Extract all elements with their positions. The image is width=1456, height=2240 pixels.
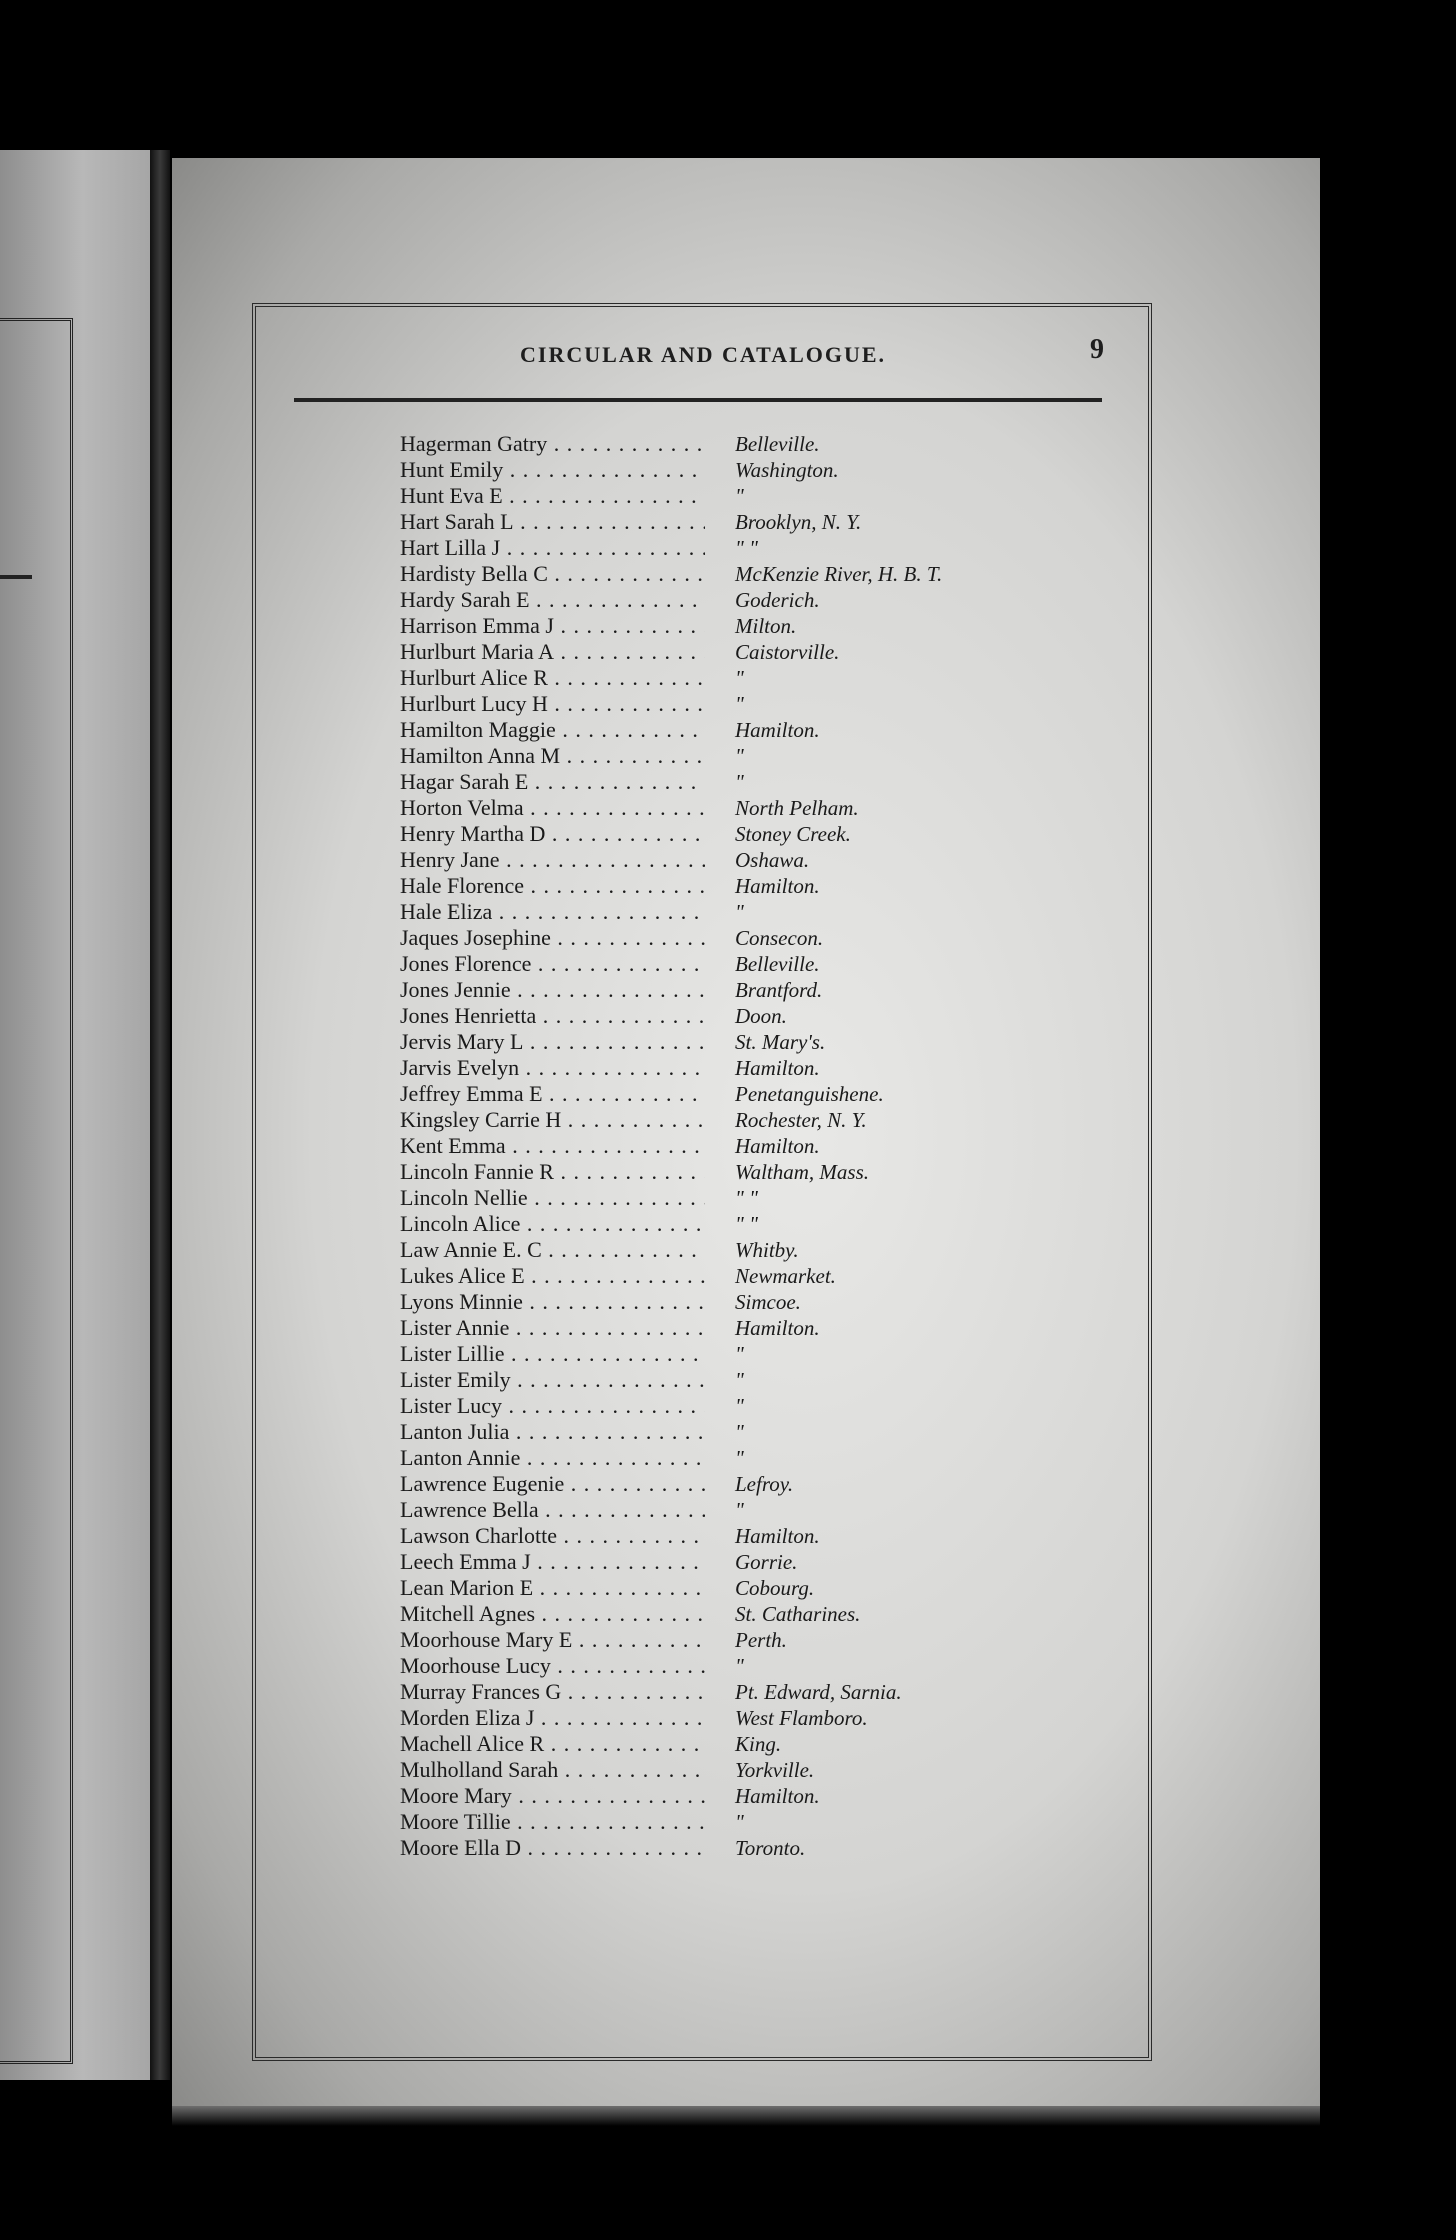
student-name: Lincoln Fannie R . . . xyxy=(400,1159,705,1185)
list-item xyxy=(400,1705,1040,1731)
page-header-title: CIRCULAR AND CATALOGUE. xyxy=(520,342,887,367)
list-item xyxy=(400,1549,1040,1575)
student-residence: Belleville. xyxy=(735,952,820,976)
list-item xyxy=(400,665,1040,691)
student-name: Hardisty Bella C . . . xyxy=(400,561,705,587)
student-name: Lister Emily . . . xyxy=(400,1367,705,1393)
student-name: Morden Eliza J . . . xyxy=(400,1705,705,1731)
student-name: Moore Ella D . . . xyxy=(400,1835,705,1861)
list-item xyxy=(400,1419,1040,1445)
student-residence: Hamilton. xyxy=(735,1056,820,1080)
student-residence: Washington. xyxy=(735,458,839,482)
student-residence: " xyxy=(735,666,744,690)
student-name: Hart Sarah L . . . xyxy=(400,509,705,535)
student-residence: " xyxy=(735,900,744,924)
list-item xyxy=(400,1367,1040,1393)
student-residence: Yorkville. xyxy=(735,1758,815,1782)
student-name: Henry Martha D . . . xyxy=(400,821,705,847)
list-item xyxy=(400,691,1040,717)
list-item xyxy=(400,769,1040,795)
student-name: Lukes Alice E . . . xyxy=(400,1263,705,1289)
list-item xyxy=(400,1029,1040,1055)
list-item xyxy=(400,925,1040,951)
student-residence: Milton. xyxy=(735,614,797,638)
list-item xyxy=(400,1289,1040,1315)
list-item xyxy=(400,821,1040,847)
student-residence: " " xyxy=(735,536,758,560)
student-name: Murray Frances G . . . xyxy=(400,1679,705,1705)
list-item xyxy=(400,1471,1040,1497)
student-residence: North Pelham. xyxy=(735,796,859,820)
student-residence: Hamilton. xyxy=(735,718,820,742)
student-name: Lister Annie . . . xyxy=(400,1315,705,1341)
student-residence: " xyxy=(735,1394,744,1418)
student-name: Jeffrey Emma E . . . xyxy=(400,1081,705,1107)
list-item xyxy=(400,1133,1040,1159)
list-item xyxy=(400,561,1040,587)
list-item xyxy=(400,1445,1040,1471)
student-name: Hale Florence . . . xyxy=(400,873,705,899)
student-name: Moore Mary . . . xyxy=(400,1783,705,1809)
list-item xyxy=(400,1081,1040,1107)
student-residence: Hamilton. xyxy=(735,1784,820,1808)
student-name: Lister Lillie . . . xyxy=(400,1341,705,1367)
list-item xyxy=(400,1575,1040,1601)
student-name: Horton Velma . . . xyxy=(400,795,705,821)
student-residence: Waltham, Mass. xyxy=(735,1160,869,1184)
student-name: Hagar Sarah E . . . xyxy=(400,769,705,795)
list-item xyxy=(400,1315,1040,1341)
list-item xyxy=(400,1757,1040,1783)
student-residence: " xyxy=(735,1446,744,1470)
list-item xyxy=(400,1497,1040,1523)
student-name: Law Annie E. C . . . xyxy=(400,1237,705,1263)
student-residence: " xyxy=(735,744,744,768)
list-item xyxy=(400,743,1040,769)
student-name: Lanton Julia . . . xyxy=(400,1419,705,1445)
student-residence: " xyxy=(735,1810,744,1834)
student-residence: " xyxy=(735,692,744,716)
list-item xyxy=(400,1809,1040,1835)
student-name: Kingsley Carrie H . . . xyxy=(400,1107,705,1133)
student-residence: Stoney Creek. xyxy=(735,822,851,846)
list-item xyxy=(400,1601,1040,1627)
student-residence: Gorrie. xyxy=(735,1550,798,1574)
list-item xyxy=(400,1003,1040,1029)
student-name: Hagerman Gatry . . . xyxy=(400,431,705,457)
previous-page-rule xyxy=(0,575,32,579)
student-residence: Consecon. xyxy=(735,926,824,950)
list-item xyxy=(400,847,1040,873)
student-residence: " xyxy=(735,1420,744,1444)
list-item xyxy=(400,1783,1040,1809)
list-item xyxy=(400,1341,1040,1367)
student-residence: Simcoe. xyxy=(735,1290,801,1314)
student-name: Lawrence Bella . . . xyxy=(400,1497,705,1523)
list-item xyxy=(400,1185,1040,1211)
student-name: Kent Emma . . . xyxy=(400,1133,705,1159)
student-name: Harrison Emma J . . . xyxy=(400,613,705,639)
student-residence: Cobourg. xyxy=(735,1576,815,1600)
list-item xyxy=(400,457,1040,483)
student-residence: St. Catharines. xyxy=(735,1602,861,1626)
student-name: Mitchell Agnes . . . xyxy=(400,1601,705,1627)
student-residence: St. Mary's. xyxy=(735,1030,826,1054)
student-residence: Lefroy. xyxy=(735,1472,794,1496)
list-item xyxy=(400,1159,1040,1185)
student-residence: Doon. xyxy=(735,1004,787,1028)
student-residence: Hamilton. xyxy=(735,1524,820,1548)
student-name: Machell Alice R . . . xyxy=(400,1731,705,1757)
list-item xyxy=(400,873,1040,899)
student-residence: Hamilton. xyxy=(735,874,820,898)
list-item xyxy=(400,1627,1040,1653)
student-name: Henry Jane . . . xyxy=(400,847,705,873)
student-name: Jaques Josephine . . . xyxy=(400,925,705,951)
student-name: Hunt Emily . . . xyxy=(400,457,705,483)
list-item xyxy=(400,717,1040,743)
student-name: Jones Jennie . . . xyxy=(400,977,705,1003)
student-residence: Hamilton. xyxy=(735,1134,820,1158)
page-gutter xyxy=(150,150,170,2080)
list-item xyxy=(400,587,1040,613)
list-item xyxy=(400,951,1040,977)
student-residence: West Flamboro. xyxy=(735,1706,868,1730)
list-item xyxy=(400,795,1040,821)
student-residence: Pt. Edward, Sarnia. xyxy=(735,1680,902,1704)
header-rule xyxy=(294,398,1102,402)
list-item xyxy=(400,1731,1040,1757)
student-name: Mulholland Sarah . . . xyxy=(400,1757,705,1783)
list-item xyxy=(400,1263,1040,1289)
student-name: Hamilton Anna M . . . xyxy=(400,743,705,769)
student-name: Lister Lucy . . . xyxy=(400,1393,705,1419)
student-name: Lanton Annie . . . xyxy=(400,1445,705,1471)
list-item xyxy=(400,613,1040,639)
list-item xyxy=(400,1055,1040,1081)
student-name: Hart Lilla J . . . xyxy=(400,535,705,561)
student-residence: Hamilton. xyxy=(735,1316,820,1340)
student-residence: " xyxy=(735,1368,744,1392)
page-bottom-shadow xyxy=(172,2106,1320,2126)
list-item xyxy=(400,1523,1040,1549)
student-residence: Belleville. xyxy=(735,432,820,456)
list-item xyxy=(400,509,1040,535)
student-name: Moorhouse Lucy . . . xyxy=(400,1653,705,1679)
student-residence: " " xyxy=(735,1212,758,1236)
list-item xyxy=(400,1211,1040,1237)
student-name: Leech Emma J . . . xyxy=(400,1549,705,1575)
list-item xyxy=(400,639,1040,665)
student-residence: Perth. xyxy=(735,1628,787,1652)
list-item xyxy=(400,977,1040,1003)
student-residence: Newmarket. xyxy=(735,1264,836,1288)
student-residence: " " xyxy=(735,1186,758,1210)
student-residence: Oshawa. xyxy=(735,848,810,872)
student-name: Jones Henrietta . . . xyxy=(400,1003,705,1029)
student-residence: Goderich. xyxy=(735,588,820,612)
student-residence: " xyxy=(735,1342,744,1366)
student-name: Lean Marion E . . . xyxy=(400,1575,705,1601)
list-item xyxy=(400,1679,1040,1705)
student-name: Jarvis Evelyn . . . xyxy=(400,1055,705,1081)
student-name: Hamilton Maggie . . . xyxy=(400,717,705,743)
student-residence: " xyxy=(735,484,744,508)
previous-page-edge xyxy=(0,150,150,2080)
student-name: Moore Tillie . . . xyxy=(400,1809,705,1835)
list-item xyxy=(400,899,1040,925)
student-residence: Rochester, N. Y. xyxy=(735,1108,867,1132)
student-name: Hurlburt Alice R . . . xyxy=(400,665,705,691)
student-residence: " xyxy=(735,1654,744,1678)
student-residence: Brantford. xyxy=(735,978,823,1002)
previous-page-border xyxy=(0,318,73,2064)
student-residence: " xyxy=(735,770,744,794)
list-item xyxy=(400,1237,1040,1263)
list-item xyxy=(400,1653,1040,1679)
page-number: 9 xyxy=(1090,334,1104,365)
student-name: Hunt Eva E . . . xyxy=(400,483,705,509)
student-name: Lyons Minnie . . . xyxy=(400,1289,705,1315)
student-residence: McKenzie River, H. B. T. xyxy=(735,562,943,586)
student-residence: Brooklyn, N. Y. xyxy=(735,510,862,534)
student-list xyxy=(400,431,1040,1861)
student-name: Lawrence Eugenie . . . xyxy=(400,1471,705,1497)
list-item xyxy=(400,483,1040,509)
student-name: Jones Florence . . . xyxy=(400,951,705,977)
student-residence: Toronto. xyxy=(735,1836,806,1860)
list-item xyxy=(400,1393,1040,1419)
list-item xyxy=(400,1107,1040,1133)
list-item xyxy=(400,1835,1040,1861)
catalogue-page xyxy=(172,158,1320,2106)
student-name: Lincoln Alice . . . xyxy=(400,1211,705,1237)
student-residence: Caistorville. xyxy=(735,640,840,664)
student-residence: Penetanguishene. xyxy=(735,1082,884,1106)
student-name: Lincoln Nellie . . . xyxy=(400,1185,705,1211)
student-name: Hardy Sarah E . . . xyxy=(400,587,705,613)
student-name: Hurlburt Maria A . . . xyxy=(400,639,705,665)
list-item xyxy=(400,431,1040,457)
student-residence: King. xyxy=(735,1732,782,1756)
student-name: Moorhouse Mary E . . . xyxy=(400,1627,705,1653)
student-name: Hurlburt Lucy H . . . xyxy=(400,691,705,717)
list-item xyxy=(400,535,1040,561)
student-name: Jervis Mary L . . . xyxy=(400,1029,705,1055)
student-residence: Whitby. xyxy=(735,1238,799,1262)
student-name: Lawson Charlotte . . . xyxy=(400,1523,705,1549)
student-name: Hale Eliza . . . xyxy=(400,899,705,925)
student-residence: " xyxy=(735,1498,744,1522)
